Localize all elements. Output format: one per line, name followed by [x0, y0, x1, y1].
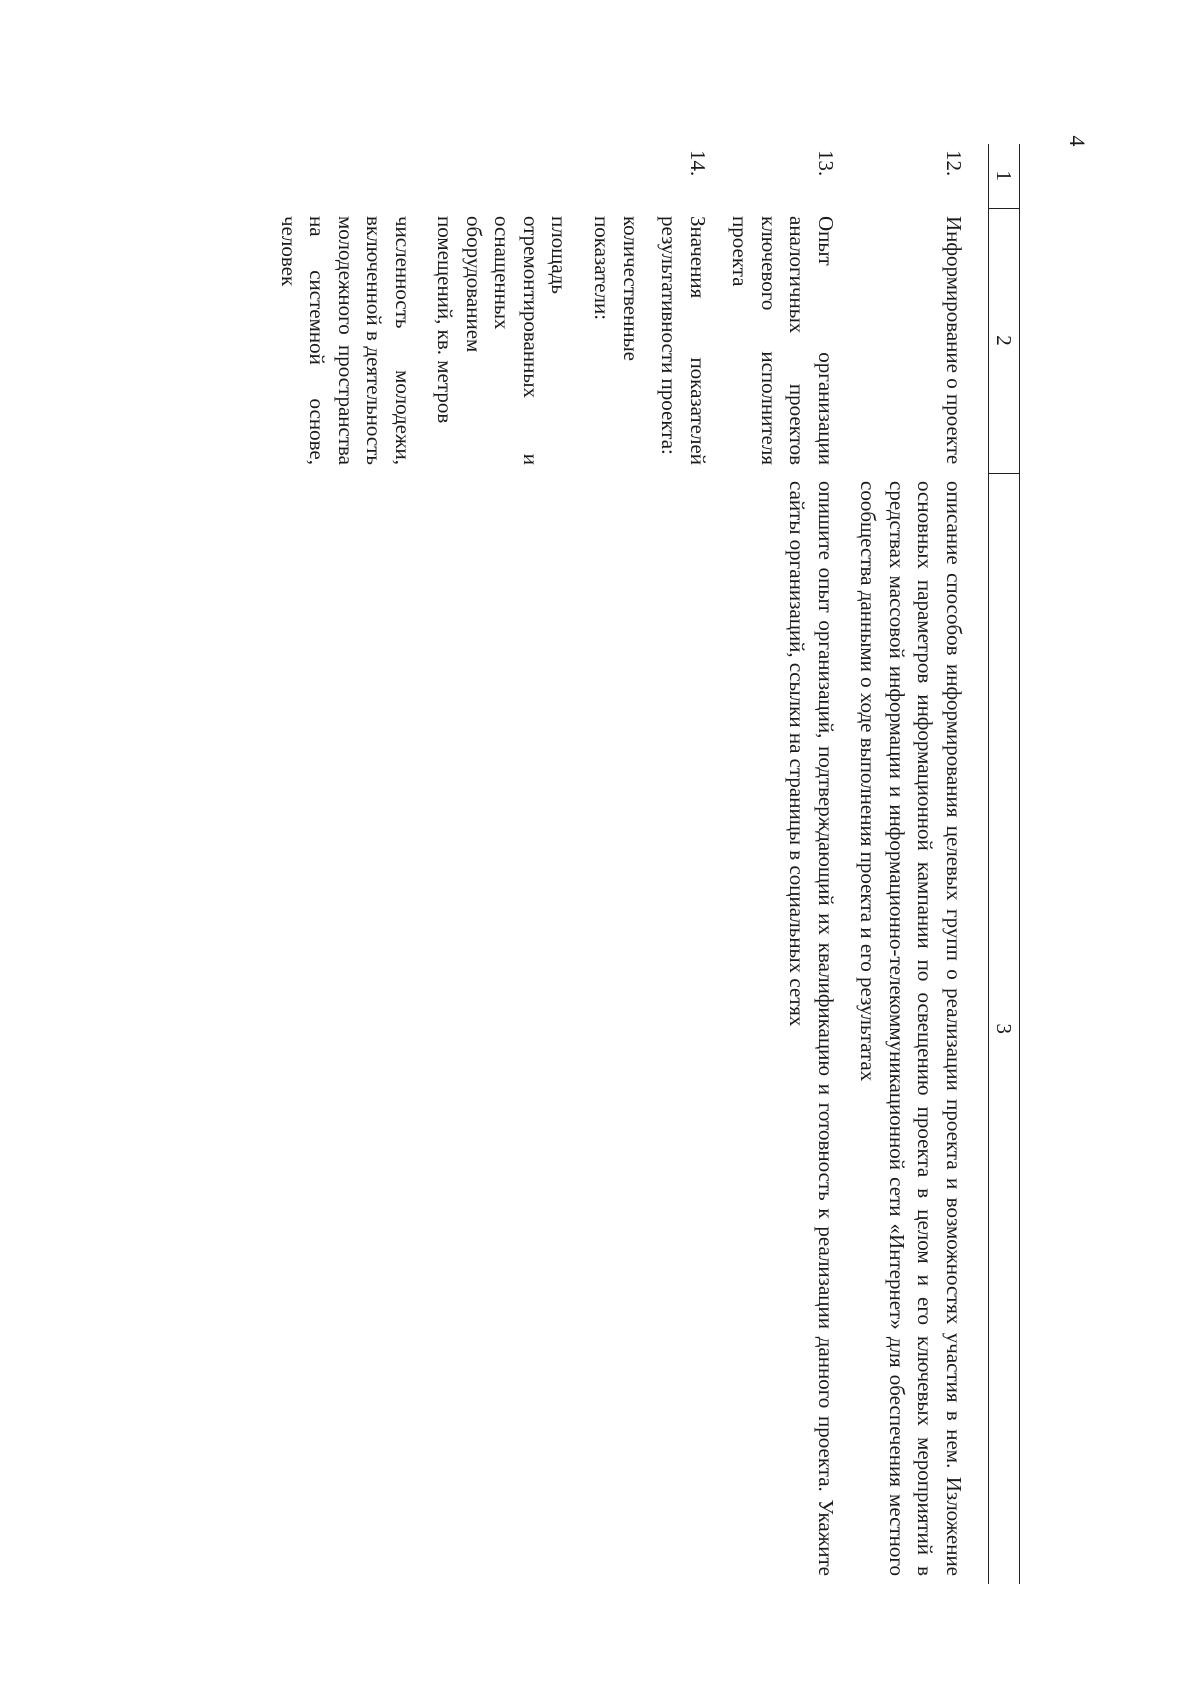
row-description — [264, 473, 726, 1584]
row-number: 14. — [685, 150, 710, 177]
row-number: 12. — [942, 150, 966, 177]
row-name: Опыт организации аналогичных проектов ключевого исполнителя проекта — [728, 216, 838, 465]
row-name: Информирование о проекте — [942, 216, 966, 465]
indicator-youth-count: численность молодежи, включенной в деятельность молодежного пространства на системной основе, человек — [276, 216, 415, 465]
quantitative-indicators-label: количественные показатели: — [589, 216, 643, 362]
column-header-2: 2 — [989, 208, 1020, 473]
table-row — [264, 144, 726, 1584]
row-description: описание способов информирования целевых групп о реализации проекта и возможностях участия в нем. Изложение основных параметров информационной кампании по освещению проекта в целом и его ключевых мероприятий в средствах массовой информации и информационно-телекоммуникационной сети «Интернет» для обеспечения местного сообщества данными о ходе выполнения проекта и его результатах — [856, 481, 966, 1576]
table-row — [854, 144, 989, 1584]
column-header-3: 3 — [989, 473, 1020, 1584]
rotated-table-container — [200, 144, 1020, 1584]
table-header-row — [989, 144, 1020, 1584]
page-number: 4 — [1065, 135, 1090, 147]
project-table — [264, 144, 1020, 1584]
column-header-1: 1 — [989, 144, 1020, 208]
row-name — [264, 208, 726, 473]
indicators-heading: Значения показателей результативности проекта: — [657, 216, 710, 465]
row-description: опишите опыт организаций, подтверждающий их квалификацию и готовность к реализации данного проекта. Укажите сайты организаций, ссылки на страницы в социальных сетях — [785, 481, 838, 1576]
table-row — [726, 144, 854, 1584]
row-number: 13. — [813, 150, 838, 177]
indicator-area: площадь отремонтированных и оснащенных оборудованием помещений, кв. метров — [433, 216, 572, 465]
